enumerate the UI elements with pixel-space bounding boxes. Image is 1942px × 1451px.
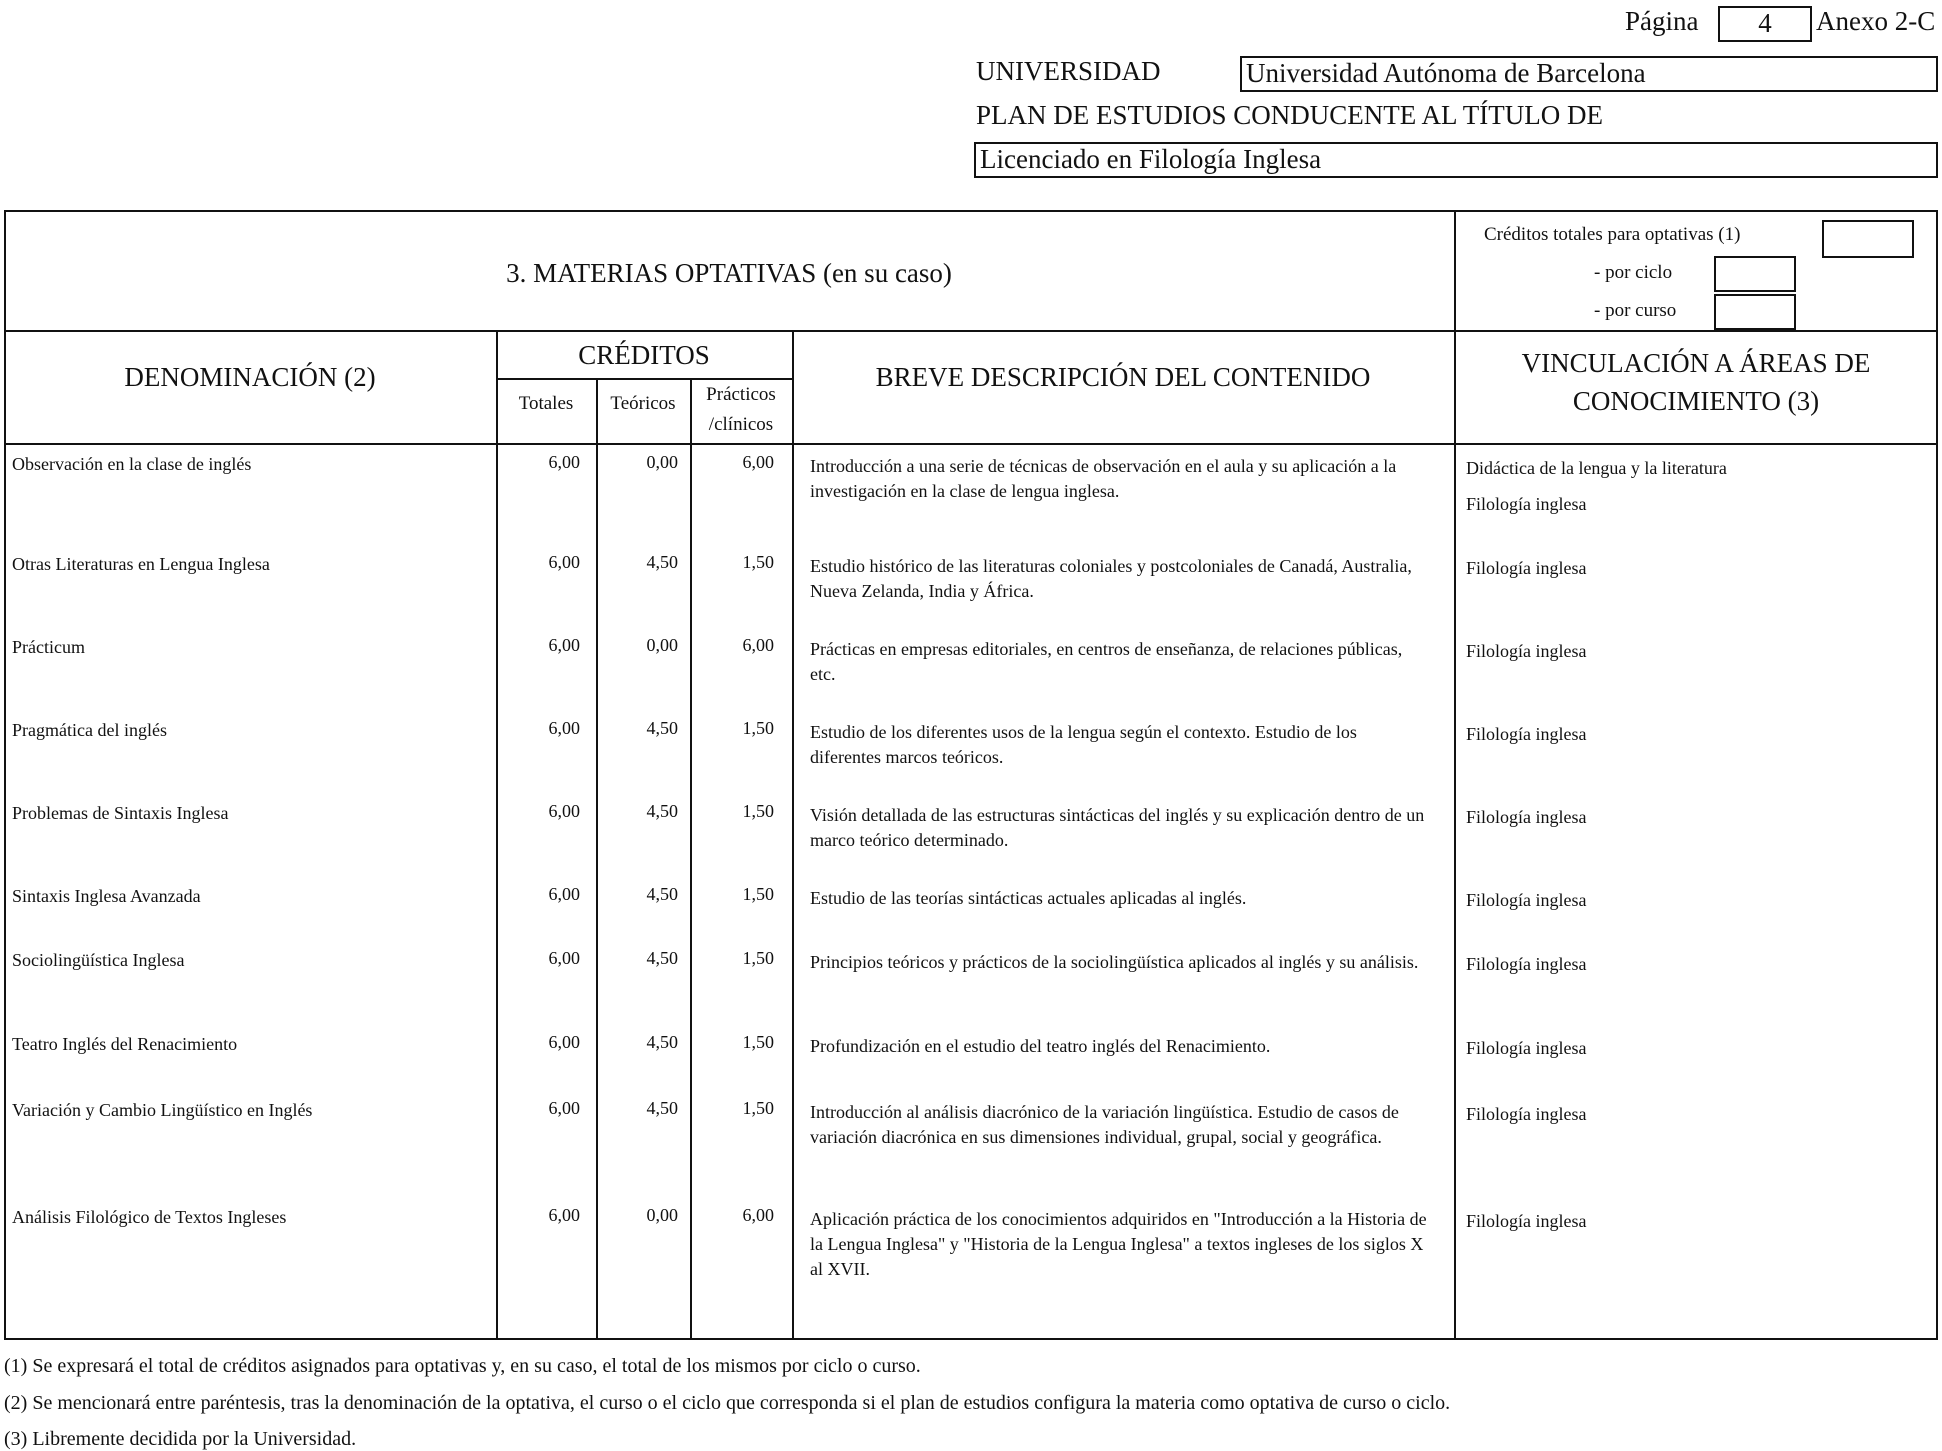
- col-practical-1: Prácticos: [706, 384, 776, 405]
- footnote-2: (2) Se mencionará entre paréntesis, tras la denominación de la optativa, el curso o el ciclo que corresponda si el plan de estudios configura la materia como optativa de curso o ciclo.: [4, 1392, 1451, 1414]
- per-cycle-label: - por ciclo: [1594, 262, 1673, 283]
- row-name: Otras Literaturas en Lengua Inglesa: [12, 554, 270, 574]
- row-description: Profundización en el estudio del teatro inglés del Renacimiento.: [810, 1036, 1271, 1056]
- per-course-label: - por curso: [1594, 300, 1677, 321]
- row-name: Observación en la clase de inglés: [12, 454, 252, 474]
- row-name: Pragmática del inglés: [12, 720, 167, 740]
- row-theory: 4,50: [646, 884, 678, 904]
- row-practical: 1,50: [742, 884, 774, 904]
- row-name: Teatro Inglés del Renacimiento: [12, 1034, 238, 1054]
- row-totals: 6,00: [548, 1205, 580, 1225]
- row-totals: 6,00: [548, 1098, 580, 1118]
- row-area: Filología inglesa: [1466, 558, 1587, 578]
- footnote-1: (1) Se expresará el total de créditos asignados para optativas y, en su caso, el total de los mismos por ciclo o curso.: [4, 1355, 921, 1377]
- row-name: Sociolingüística Inglesa: [12, 950, 185, 970]
- row-totals: 6,00: [548, 452, 580, 472]
- degree-field: Licenciado en Filología Inglesa: [974, 142, 1938, 178]
- col-totals: Totales: [518, 393, 574, 414]
- row-area: Filología inglesa: [1466, 1038, 1587, 1058]
- row-description: Estudio histórico de las literaturas coloniales y postcoloniales de Canadá, Australia, Nueva Zelanda, India y África.: [810, 556, 1412, 601]
- credits-total-box: [1822, 220, 1914, 258]
- plan-label: PLAN DE ESTUDIOS CONDUCENTE AL TÍTULO DE: [976, 100, 1603, 130]
- row-area: Didáctica de la lengua y la literatura: [1466, 458, 1727, 478]
- row-totals: 6,00: [548, 1032, 580, 1052]
- row-description: Prácticas en empresas editoriales, en centros de enseñanza, de relaciones públicas, etc.: [810, 639, 1403, 684]
- row-name: Sintaxis Inglesa Avanzada: [12, 886, 201, 906]
- row-area: Filología inglesa: [1466, 724, 1587, 744]
- per-course-box: [1714, 294, 1796, 330]
- row-description: Introducción a una serie de técnicas de observación en el aula y su aplicación a la investigación en la clase de lengua inglesa.: [810, 456, 1397, 501]
- row-name: Prácticum: [12, 637, 85, 657]
- row-practical: 1,50: [742, 1098, 774, 1118]
- col-theory: Teóricos: [610, 393, 676, 414]
- row-totals: 6,00: [548, 948, 580, 968]
- row-practical: 1,50: [742, 801, 774, 821]
- col-practical-2: /clínicos: [708, 414, 774, 435]
- university-field: Universidad Autónoma de Barcelona: [1240, 56, 1938, 92]
- row-totals: 6,00: [548, 884, 580, 904]
- row-practical: 6,00: [742, 452, 774, 472]
- row-practical: 1,50: [742, 718, 774, 738]
- row-area: Filología inglesa: [1466, 1104, 1587, 1124]
- row-description: Aplicación práctica de los conocimientos adquiridos en "Introducción a la Historia de la Lengua Inglesa" y "Historia de la Lengua Inglesa" a textos ingleses de los siglos X al XVII.: [810, 1209, 1427, 1279]
- row-theory: 4,50: [646, 1032, 678, 1052]
- row-theory: 4,50: [646, 718, 678, 738]
- row-totals: 6,00: [548, 718, 580, 738]
- row-totals: 6,00: [548, 801, 580, 821]
- row-area: Filología inglesa: [1466, 1211, 1587, 1231]
- row-description: Visión detallada de las estructuras sintácticas del inglés y su explicación dentro de un marco teórico determinado.: [810, 805, 1425, 850]
- row-practical: 1,50: [742, 948, 774, 968]
- row-theory: 4,50: [646, 801, 678, 821]
- credits-total-label: Créditos totales para optativas (1): [1484, 224, 1741, 245]
- page-label: Página: [1625, 6, 1699, 36]
- university-label: UNIVERSIDAD: [976, 56, 1161, 86]
- row-practical: 6,00: [742, 635, 774, 655]
- row-theory: 0,00: [646, 635, 678, 655]
- row-area: Filología inglesa: [1466, 954, 1587, 974]
- row-name: Problemas de Sintaxis Inglesa: [12, 803, 229, 823]
- row-description: Introducción al análisis diacrónico de la variación lingüística. Estudio de casos de variación diacrónica en sus dimensiones individual, grupal, social y geográfica.: [810, 1102, 1399, 1147]
- row-area: Filología inglesa: [1466, 890, 1587, 910]
- row-description: Estudio de las teorías sintácticas actuales aplicadas al inglés.: [810, 888, 1247, 908]
- row-practical: 1,50: [742, 552, 774, 572]
- per-cycle-box: [1714, 256, 1796, 292]
- col-denomination: DENOMINACIÓN (2): [124, 362, 376, 392]
- page-number-box: 4: [1718, 6, 1812, 42]
- row-description: Principios teóricos y prácticos de la sociolingüística aplicados al inglés y su análisis.: [810, 952, 1419, 972]
- footnote-3: (3) Libremente decidida por la Universidad.: [4, 1428, 357, 1450]
- row-theory: 0,00: [646, 452, 678, 472]
- row-name: Variación y Cambio Lingüístico en Inglés: [12, 1100, 313, 1120]
- row-theory: 4,50: [646, 552, 678, 572]
- row-theory: 4,50: [646, 1098, 678, 1118]
- col-area-2: CONOCIMIENTO (3): [1572, 386, 1820, 416]
- row-area: Filología inglesa: [1466, 641, 1587, 661]
- annex-label: Anexo 2-C: [1816, 6, 1936, 36]
- col-credits: CRÉDITOS: [578, 340, 710, 370]
- row-name: Análisis Filológico de Textos Ingleses: [12, 1207, 287, 1227]
- row-theory: 0,00: [646, 1205, 678, 1225]
- row-description: Estudio de los diferentes usos de la lengua según el contexto. Estudio de los diferentes marcos teóricos.: [810, 722, 1357, 767]
- row-area-secondary: Filología inglesa: [1466, 494, 1587, 514]
- section-title: 3. MATERIAS OPTATIVAS (en su caso): [506, 258, 952, 288]
- row-theory: 4,50: [646, 948, 678, 968]
- row-practical: 1,50: [742, 1032, 774, 1052]
- row-practical: 6,00: [742, 1205, 774, 1225]
- col-description: BREVE DESCRIPCIÓN DEL CONTENIDO: [875, 362, 1371, 392]
- row-totals: 6,00: [548, 552, 580, 572]
- col-area-1: VINCULACIÓN A ÁREAS DE: [1521, 348, 1871, 378]
- row-totals: 6,00: [548, 635, 580, 655]
- row-area: Filología inglesa: [1466, 807, 1587, 827]
